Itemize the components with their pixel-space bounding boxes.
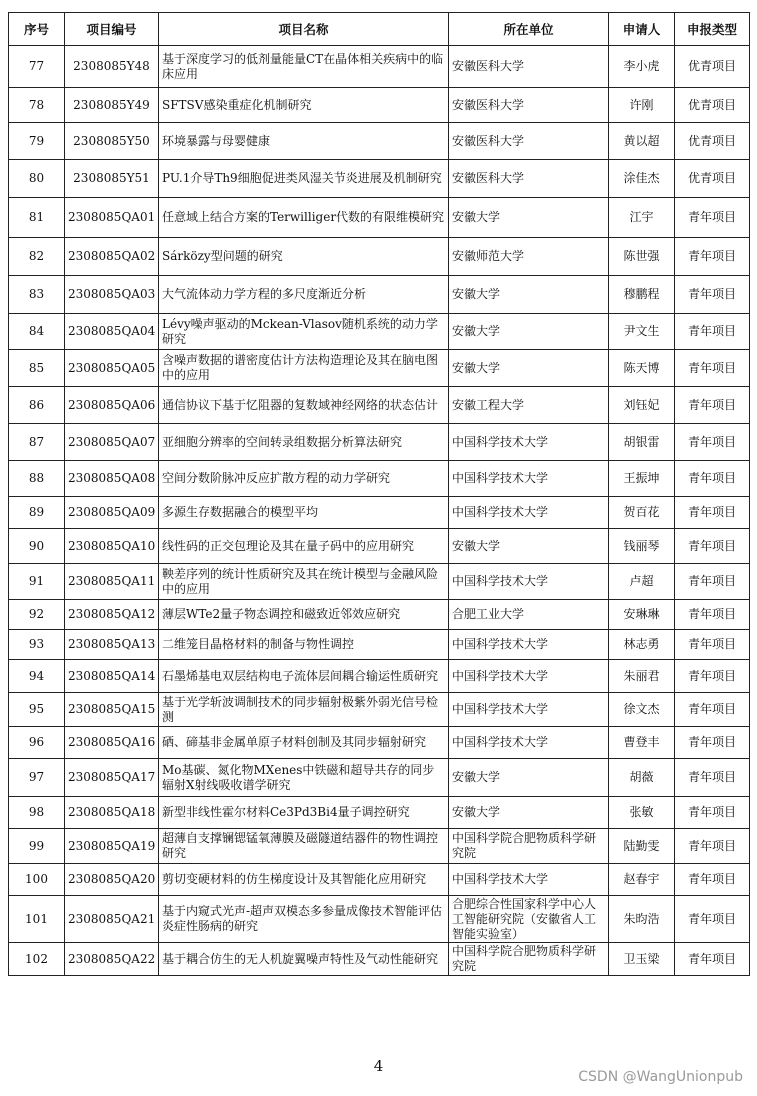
page-number: 4	[373, 1057, 384, 1075]
table-row	[9, 564, 750, 600]
cell-category: 青年项目	[675, 461, 750, 497]
cell-project-code: 2308085QA06	[65, 387, 159, 424]
cell-applicant: 卢超	[609, 564, 675, 600]
cell-institution: 安徽医科大学	[449, 46, 609, 88]
cell-institution: 中国科学技术大学	[449, 660, 609, 693]
cell-applicant: 涂佳杰	[609, 160, 675, 198]
cell-index: 102	[9, 943, 65, 976]
table-row	[9, 829, 750, 864]
cell-project-name: 剪切变硬材料的仿生梯度设计及其智能化应用研究	[159, 864, 449, 896]
cell-category: 青年项目	[675, 693, 750, 727]
cell-index: 91	[9, 564, 65, 600]
cell-project-name: 基于耦合仿生的无人机旋翼噪声特性及气动性能研究	[159, 943, 449, 976]
cell-institution: 安徽工程大学	[449, 387, 609, 424]
cell-applicant: 林志勇	[609, 630, 675, 660]
cell-index: 87	[9, 424, 65, 461]
cell-institution: 安徽大学	[449, 350, 609, 387]
cell-index: 83	[9, 276, 65, 314]
cell-project-code: 2308085Y49	[65, 88, 159, 123]
cell-project-code: 2308085QA09	[65, 497, 159, 529]
cell-index: 90	[9, 529, 65, 564]
cell-category: 优青项目	[675, 160, 750, 198]
cell-category: 青年项目	[675, 630, 750, 660]
cell-project-code: 2308085QA21	[65, 896, 159, 943]
cell-institution: 安徽大学	[449, 314, 609, 350]
cell-category: 青年项目	[675, 797, 750, 829]
table-row	[9, 759, 750, 797]
table-row	[9, 314, 750, 350]
cell-category: 青年项目	[675, 198, 750, 238]
cell-project-name: 空间分数阶脉冲反应扩散方程的动力学研究	[159, 461, 449, 497]
cell-institution: 中国科学院合肥物质科学研究院	[449, 943, 609, 976]
cell-applicant: 陈天博	[609, 350, 675, 387]
cell-applicant: 曹登丰	[609, 727, 675, 759]
table-row	[9, 350, 750, 387]
cell-category: 青年项目	[675, 238, 750, 276]
cell-institution: 安徽大学	[449, 797, 609, 829]
cell-institution: 安徽大学	[449, 759, 609, 797]
cell-index: 80	[9, 160, 65, 198]
cell-applicant: 朱丽君	[609, 660, 675, 693]
cell-applicant: 朱昀浩	[609, 896, 675, 943]
cell-project-code: 2308085QA18	[65, 797, 159, 829]
cell-project-code: 2308085QA08	[65, 461, 159, 497]
cell-project-code: 2308085QA15	[65, 693, 159, 727]
cell-applicant: 赵春宇	[609, 864, 675, 896]
cell-index: 82	[9, 238, 65, 276]
cell-institution: 中国科学技术大学	[449, 630, 609, 660]
cell-project-name: Sárközy型问题的研究	[159, 238, 449, 276]
cell-applicant: 黄以超	[609, 123, 675, 160]
cell-project-code: 2308085QA13	[65, 630, 159, 660]
cell-project-code: 2308085QA17	[65, 759, 159, 797]
cell-applicant: 李小虎	[609, 46, 675, 88]
cell-category: 优青项目	[675, 123, 750, 160]
cell-institution: 安徽大学	[449, 198, 609, 238]
table-row	[9, 943, 750, 976]
table-row	[9, 88, 750, 123]
table-header-row	[9, 13, 750, 46]
cell-project-code: 2308085QA05	[65, 350, 159, 387]
watermark: CSDN @WangUnionpub	[578, 1069, 743, 1085]
cell-index: 100	[9, 864, 65, 896]
cell-institution: 中国科学技术大学	[449, 727, 609, 759]
table-row	[9, 529, 750, 564]
cell-index: 96	[9, 727, 65, 759]
cell-institution: 安徽大学	[449, 529, 609, 564]
table-row	[9, 46, 750, 88]
cell-index: 77	[9, 46, 65, 88]
header-project-code: 项目编号	[65, 13, 159, 46]
cell-applicant: 徐文杰	[609, 693, 675, 727]
cell-project-code: 2308085Y50	[65, 123, 159, 160]
cell-institution: 中国科学技术大学	[449, 693, 609, 727]
cell-project-code: 2308085QA02	[65, 238, 159, 276]
cell-applicant: 贺百花	[609, 497, 675, 529]
cell-project-name: Mo基碳、氮化物MXenes中铁磁和超导共存的同步辐射X射线吸收谱学研究	[159, 759, 449, 797]
cell-project-code: 2308085QA11	[65, 564, 159, 600]
cell-index: 94	[9, 660, 65, 693]
cell-applicant: 陈世强	[609, 238, 675, 276]
cell-project-code: 2308085QA20	[65, 864, 159, 896]
cell-applicant: 钱丽琴	[609, 529, 675, 564]
cell-project-code: 2308085Y48	[65, 46, 159, 88]
cell-category: 青年项目	[675, 759, 750, 797]
cell-applicant: 王振坤	[609, 461, 675, 497]
cell-institution: 中国科学院合肥物质科学研究院	[449, 829, 609, 864]
cell-project-code: 2308085QA12	[65, 600, 159, 630]
header-institution: 所在单位	[449, 13, 609, 46]
cell-project-name: 超薄自支撑镧锶锰氧薄膜及磁隧道结器件的物性调控研究	[159, 829, 449, 864]
cell-applicant: 安琳琳	[609, 600, 675, 630]
cell-project-name: 含噪声数据的谱密度估计方法构造理论及其在脑电图中的应用	[159, 350, 449, 387]
cell-index: 86	[9, 387, 65, 424]
cell-index: 79	[9, 123, 65, 160]
cell-project-name: SFTSV感染重症化机制研究	[159, 88, 449, 123]
cell-index: 84	[9, 314, 65, 350]
cell-institution: 中国科学技术大学	[449, 864, 609, 896]
cell-project-name: 多源生存数据融合的模型平均	[159, 497, 449, 529]
cell-institution: 中国科学技术大学	[449, 424, 609, 461]
cell-category: 青年项目	[675, 600, 750, 630]
table-row	[9, 864, 750, 896]
table-row	[9, 497, 750, 529]
table-row	[9, 461, 750, 497]
cell-project-code: 2308085QA22	[65, 943, 159, 976]
cell-project-name: 二维笼目晶格材料的制备与物性调控	[159, 630, 449, 660]
cell-institution: 安徽医科大学	[449, 160, 609, 198]
cell-project-code: 2308085QA03	[65, 276, 159, 314]
cell-applicant: 江宇	[609, 198, 675, 238]
cell-project-code: 2308085QA07	[65, 424, 159, 461]
cell-category: 青年项目	[675, 829, 750, 864]
table-row	[9, 660, 750, 693]
cell-index: 99	[9, 829, 65, 864]
cell-project-name: 线性码的正交包理论及其在量子码中的应用研究	[159, 529, 449, 564]
cell-category: 青年项目	[675, 497, 750, 529]
cell-institution: 安徽师范大学	[449, 238, 609, 276]
cell-project-name: Lévy噪声驱动的Mckean-Vlasov随机系统的动力学研究	[159, 314, 449, 350]
cell-project-code: 2308085QA04	[65, 314, 159, 350]
cell-project-name: PU.1介导Th9细胞促进类风湿关节炎进展及机制研究	[159, 160, 449, 198]
cell-applicant: 许刚	[609, 88, 675, 123]
cell-project-name: 大气流体动力学方程的多尺度渐近分析	[159, 276, 449, 314]
table-row	[9, 276, 750, 314]
cell-project-name: 通信协议下基于忆阻器的复数域神经网络的状态估计	[159, 387, 449, 424]
header-category: 申报类型	[675, 13, 750, 46]
table-row	[9, 630, 750, 660]
cell-institution: 中国科学技术大学	[449, 497, 609, 529]
header-project-name: 项目名称	[159, 13, 449, 46]
cell-index: 95	[9, 693, 65, 727]
cell-institution: 合肥工业大学	[449, 600, 609, 630]
cell-institution: 安徽大学	[449, 276, 609, 314]
table-row	[9, 693, 750, 727]
cell-category: 青年项目	[675, 727, 750, 759]
cell-category: 青年项目	[675, 424, 750, 461]
cell-applicant: 穆鹏程	[609, 276, 675, 314]
cell-project-name: 石墨烯基电双层结构电子流体层间耦合输运性质研究	[159, 660, 449, 693]
cell-institution: 安徽医科大学	[449, 88, 609, 123]
header-applicant: 申请人	[609, 13, 675, 46]
cell-project-name: 亚细胞分辨率的空间转录组数据分析算法研究	[159, 424, 449, 461]
cell-category: 青年项目	[675, 387, 750, 424]
cell-applicant: 张敏	[609, 797, 675, 829]
table-row	[9, 387, 750, 424]
cell-category: 优青项目	[675, 46, 750, 88]
cell-project-code: 2308085Y51	[65, 160, 159, 198]
cell-index: 92	[9, 600, 65, 630]
cell-applicant: 尹文生	[609, 314, 675, 350]
cell-category: 青年项目	[675, 864, 750, 896]
project-table	[8, 12, 750, 976]
cell-category: 青年项目	[675, 314, 750, 350]
cell-project-code: 2308085QA19	[65, 829, 159, 864]
cell-project-name: 薄层WTe2量子物态调控和磁致近邻效应研究	[159, 600, 449, 630]
cell-project-name: 硒、碲基非金属单原子材料创制及其同步辐射研究	[159, 727, 449, 759]
cell-project-name: 基于深度学习的低剂量能量CT在晶体相关疾病中的临床应用	[159, 46, 449, 88]
cell-index: 93	[9, 630, 65, 660]
cell-project-code: 2308085QA14	[65, 660, 159, 693]
cell-applicant: 陆勤雯	[609, 829, 675, 864]
cell-project-code: 2308085QA10	[65, 529, 159, 564]
cell-applicant: 胡薇	[609, 759, 675, 797]
cell-index: 88	[9, 461, 65, 497]
cell-project-code: 2308085QA16	[65, 727, 159, 759]
cell-category: 青年项目	[675, 660, 750, 693]
table-row	[9, 238, 750, 276]
cell-category: 青年项目	[675, 896, 750, 943]
cell-institution: 安徽医科大学	[449, 123, 609, 160]
cell-project-name: 基于光学斩波调制技术的同步辐射极紫外弱光信号检测	[159, 693, 449, 727]
table-row	[9, 160, 750, 198]
table-row	[9, 727, 750, 759]
cell-index: 81	[9, 198, 65, 238]
cell-index: 78	[9, 88, 65, 123]
table-row	[9, 123, 750, 160]
cell-category: 青年项目	[675, 350, 750, 387]
cell-index: 97	[9, 759, 65, 797]
cell-category: 青年项目	[675, 529, 750, 564]
cell-category: 青年项目	[675, 276, 750, 314]
cell-project-name: 鞅差序列的统计性质研究及其在统计模型与金融风险中的应用	[159, 564, 449, 600]
cell-index: 85	[9, 350, 65, 387]
cell-institution: 中国科学技术大学	[449, 461, 609, 497]
cell-project-name: 基于内窥式光声-超声双模态多参量成像技术智能评估炎症性肠病的研究	[159, 896, 449, 943]
cell-project-name: 新型非线性霍尔材料Ce3Pd3Bi4量子调控研究	[159, 797, 449, 829]
table-row	[9, 896, 750, 943]
cell-category: 青年项目	[675, 564, 750, 600]
cell-applicant: 胡银雷	[609, 424, 675, 461]
cell-project-name: 环境暴露与母婴健康	[159, 123, 449, 160]
cell-index: 98	[9, 797, 65, 829]
cell-index: 101	[9, 896, 65, 943]
table-body	[9, 46, 750, 976]
table-row	[9, 198, 750, 238]
cell-institution: 合肥综合性国家科学中心人工智能研究院（安徽省人工智能实验室）	[449, 896, 609, 943]
cell-applicant: 刘钰妃	[609, 387, 675, 424]
cell-category: 青年项目	[675, 943, 750, 976]
cell-category: 优青项目	[675, 88, 750, 123]
cell-applicant: 卫玉梁	[609, 943, 675, 976]
cell-project-name: 任意域上结合方案的Terwilliger代数的有限维模研究	[159, 198, 449, 238]
cell-index: 89	[9, 497, 65, 529]
table-row	[9, 797, 750, 829]
header-index: 序号	[9, 13, 65, 46]
cell-institution: 中国科学技术大学	[449, 564, 609, 600]
table-row	[9, 424, 750, 461]
cell-project-code: 2308085QA01	[65, 198, 159, 238]
table-row	[9, 600, 750, 630]
